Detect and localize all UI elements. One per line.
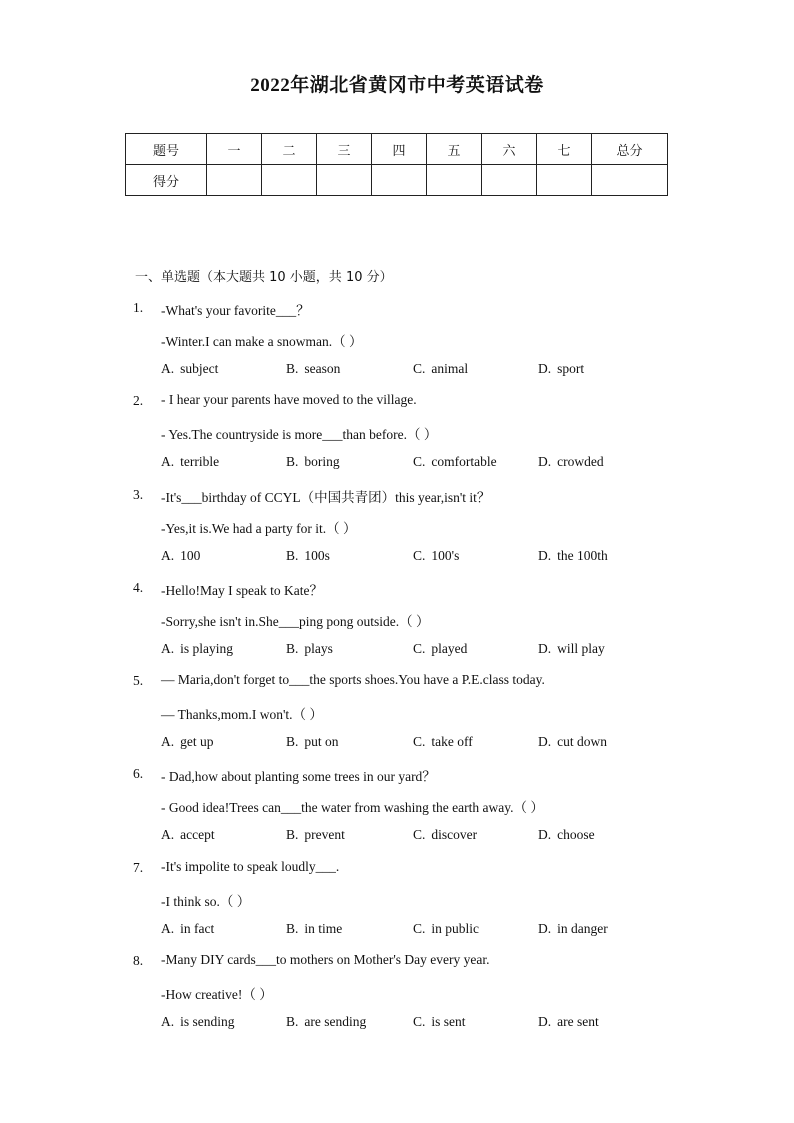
question-response: — Thanks,mom.I won't.（ ） [161, 707, 323, 723]
score-table-header-row [126, 134, 668, 165]
answer-option[interactable] [286, 827, 345, 843]
option-text: choose [557, 827, 595, 843]
option-text: prevent [304, 827, 345, 843]
answer-option[interactable] [538, 1014, 599, 1030]
question-response: - Yes.The countryside is more___than before.（ ） [161, 427, 438, 443]
option-letter: A. [161, 734, 175, 750]
question-list [0, 299, 794, 1045]
header-cell: 四 [372, 134, 427, 165]
score-cell [427, 165, 482, 196]
option-text: take off [431, 734, 473, 750]
option-letter: B. [286, 547, 299, 563]
question-item [0, 299, 794, 392]
option-letter: C. [413, 734, 426, 750]
option-text: plays [304, 640, 333, 656]
option-text: subject [180, 361, 219, 376]
header-cell: 题号 [126, 134, 207, 165]
option-text: are sending [304, 1014, 367, 1030]
question-prompt: -Hello!May I speak to Kate？ [161, 582, 323, 598]
answer-option[interactable] [161, 921, 214, 937]
question-item [0, 486, 794, 579]
answer-option[interactable] [538, 454, 604, 470]
question-response: -How creative!（ ） [161, 987, 273, 1003]
answer-option[interactable] [413, 454, 497, 470]
answer-option[interactable] [161, 361, 218, 377]
answer-option[interactable] [286, 734, 339, 750]
question-number: 2. [133, 393, 144, 409]
option-text: discover [431, 827, 478, 843]
option-letter: C. [413, 920, 426, 936]
answer-option[interactable] [161, 1014, 235, 1030]
answer-option[interactable] [161, 454, 219, 470]
option-text: is playing [180, 640, 233, 656]
option-text: cut down [557, 734, 607, 750]
option-text: boring [304, 454, 340, 470]
answer-option[interactable] [161, 827, 215, 843]
option-letter: B. [286, 1014, 299, 1030]
option-letter: C. [413, 640, 426, 656]
header-cell: 六 [482, 134, 537, 165]
option-letter: C. [413, 547, 426, 563]
question-response: -Sorry,she isn't in.She___ping pong outside.（ ） [161, 613, 430, 629]
question-item [0, 952, 794, 1045]
option-text: put on [304, 734, 339, 750]
question-item [0, 859, 794, 952]
header-cell: 三 [317, 134, 372, 165]
option-letter: A. [161, 454, 175, 470]
option-letter: B. [286, 827, 299, 843]
question-number: 8. [133, 953, 144, 969]
option-text: season [304, 361, 341, 376]
score-cell [372, 165, 427, 196]
question-number: 4. [133, 579, 144, 595]
question-item [0, 765, 794, 858]
option-text: 100 [180, 547, 201, 563]
option-letter: B. [286, 920, 299, 936]
option-text: in time [304, 920, 343, 936]
question-prompt: - Dad,how about planting some trees in our yard？ [161, 769, 436, 785]
option-text: comfortable [431, 454, 497, 470]
header-cell: 五 [427, 134, 482, 165]
question-number: 7. [133, 859, 144, 875]
option-text: animal [431, 361, 469, 376]
question-response: -Winter.I can make a snowman.（ ） [161, 334, 363, 349]
option-text: sport [557, 361, 585, 376]
answer-option[interactable] [413, 827, 477, 843]
option-letter: C. [413, 1014, 426, 1030]
question-prompt: — Maria,don't forget to___the sports shoes.You have a P.E.class today. [161, 672, 545, 688]
question-response: -Yes,it is.We had a party for it.（ ） [161, 520, 357, 536]
option-letter: D. [538, 454, 552, 470]
question-prompt: -What's your favorite___？ [161, 303, 310, 318]
option-text: 100s [304, 547, 330, 563]
option-letter: B. [286, 734, 299, 750]
option-letter: C. [413, 827, 426, 843]
score-cell [592, 165, 668, 196]
question-number: 6. [133, 766, 144, 782]
question-prompt: - I hear your parents have moved to the village. [161, 392, 417, 408]
option-letter: D. [538, 640, 552, 656]
answer-option[interactable] [286, 921, 342, 937]
header-cell: 一 [207, 134, 262, 165]
answer-option[interactable] [161, 641, 233, 657]
question-prompt: -It's impolite to speak loudly___. [161, 858, 340, 874]
question-item [0, 392, 794, 485]
option-text: get up [180, 734, 214, 750]
score-cell [262, 165, 317, 196]
question-response: -I think so.（ ） [161, 893, 251, 909]
option-text: the 100th [557, 547, 608, 563]
option-text: in danger [557, 920, 608, 936]
option-letter: D. [538, 361, 552, 376]
option-letter: B. [286, 361, 299, 376]
question-number: 5. [133, 673, 144, 689]
answer-option[interactable] [413, 734, 473, 750]
answer-option[interactable] [286, 548, 330, 564]
option-letter: B. [286, 640, 299, 656]
option-text: played [431, 640, 468, 656]
option-letter: B. [286, 454, 299, 470]
answer-option[interactable] [538, 734, 607, 750]
answer-option[interactable] [161, 734, 214, 750]
option-text: terrible [180, 454, 220, 470]
answer-option[interactable] [161, 548, 200, 564]
option-text: accept [180, 827, 215, 843]
score-cell [537, 165, 592, 196]
answer-option[interactable] [413, 921, 479, 937]
exam-title: 2022年湖北省黄冈市中考英语试卷 [250, 75, 544, 96]
question-prompt: -Many DIY cards___to mothers on Mother's Day every year. [161, 952, 490, 968]
header-cell: 七 [537, 134, 592, 165]
option-text: crowded [557, 454, 604, 470]
question-response: - Good idea!Trees can___the water from washing the earth away.（ ） [161, 800, 544, 816]
score-table-score-row [126, 165, 668, 196]
score-cell [207, 165, 262, 196]
answer-option[interactable] [286, 641, 333, 657]
option-text: is sending [180, 1014, 235, 1030]
question-number: 3. [133, 486, 144, 502]
question-item [0, 579, 794, 672]
option-text: is sent [431, 1014, 466, 1030]
option-letter: A. [161, 920, 175, 936]
row-label-cell: 得分 [126, 165, 207, 196]
section-heading: 一、单选题（本大题共 10 小题，共 10 分） [135, 270, 393, 285]
option-letter: D. [538, 920, 552, 936]
answer-option[interactable] [538, 827, 595, 843]
option-letter: D. [538, 1014, 552, 1030]
option-text: 100's [431, 547, 460, 563]
answer-option[interactable] [286, 361, 340, 377]
answer-option[interactable] [286, 1014, 366, 1030]
option-letter: A. [161, 827, 175, 843]
answer-option[interactable] [538, 641, 605, 657]
option-letter: D. [538, 734, 552, 750]
option-text: will play [557, 640, 605, 656]
answer-option[interactable] [538, 361, 584, 377]
option-letter: C. [413, 361, 426, 376]
answer-option[interactable] [413, 641, 467, 657]
option-letter: A. [161, 640, 175, 656]
option-letter: A. [161, 547, 175, 563]
answer-option[interactable] [286, 454, 340, 470]
score-table [125, 133, 668, 196]
score-cell [482, 165, 537, 196]
option-letter: C. [413, 454, 426, 470]
header-cell: 二 [262, 134, 317, 165]
answer-option[interactable] [413, 1014, 466, 1030]
option-letter: A. [161, 1014, 175, 1030]
option-text: are sent [557, 1014, 599, 1030]
score-cell [317, 165, 372, 196]
question-prompt: -It's___birthday of CCYL（中国共青团）this year,isn't it？ [161, 489, 491, 505]
option-letter: A. [161, 361, 175, 376]
answer-option[interactable] [413, 361, 468, 377]
question-item [0, 672, 794, 765]
answer-option[interactable] [413, 548, 459, 564]
question-number: 1. [133, 300, 144, 315]
header-cell: 总分 [592, 134, 668, 165]
option-text: in fact [180, 920, 215, 936]
option-text: in public [431, 920, 480, 936]
option-letter: D. [538, 827, 552, 843]
answer-option[interactable] [538, 548, 608, 564]
option-letter: D. [538, 547, 552, 563]
answer-option[interactable] [538, 921, 608, 937]
